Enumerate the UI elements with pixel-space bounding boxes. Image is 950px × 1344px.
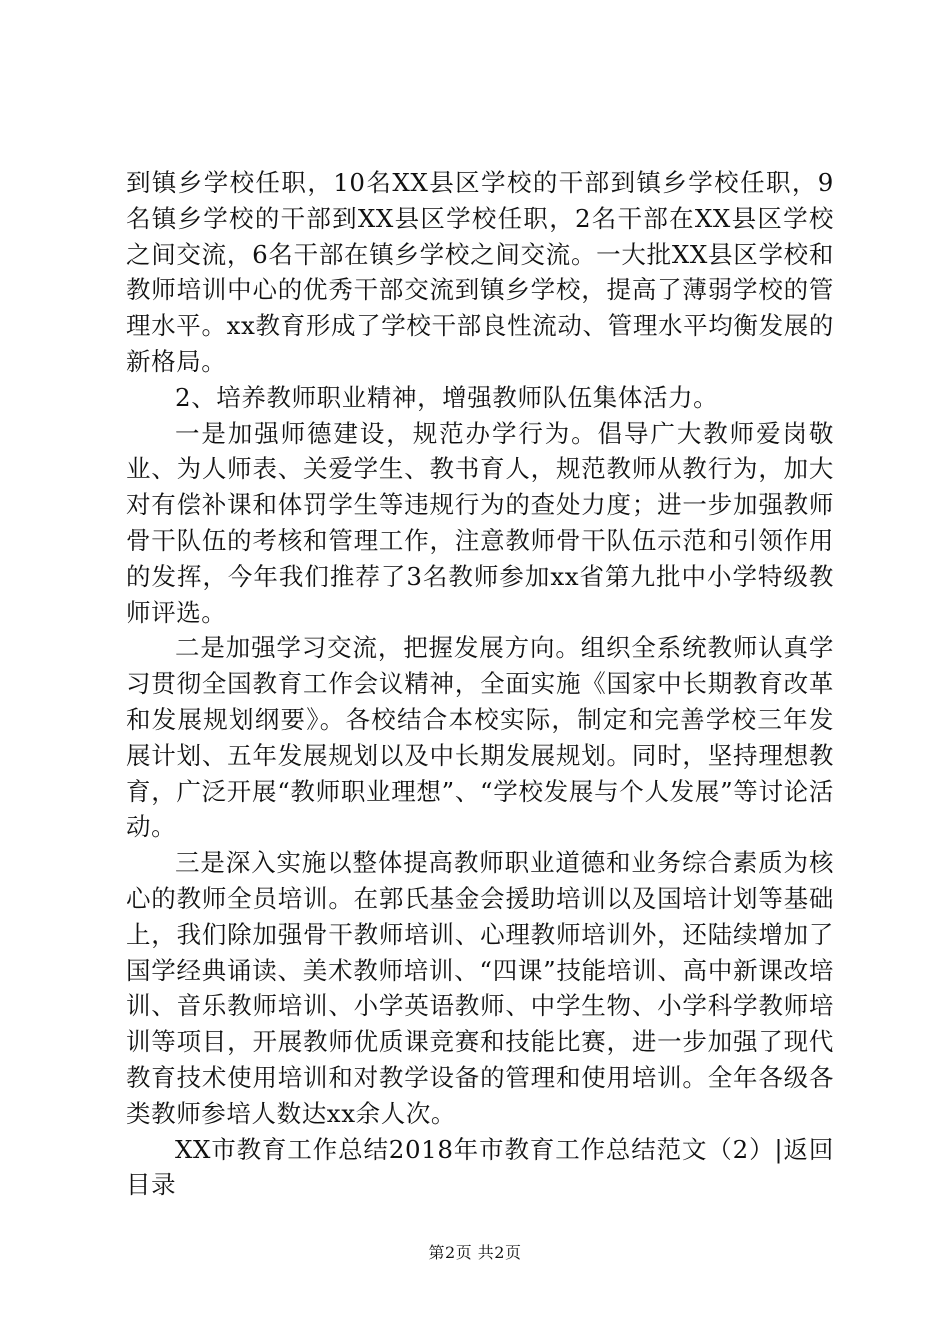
- paragraph-continuation: 到镇乡学校任职，10名XX县区学校的干部到镇乡学校任职，9名镇乡学校的干部到XX县区学校任职，2名干部在XX县区学校之间交流，6名干部在镇乡学校之间交流。一大批XX县区学校和教师培训中心的优秀干部交流到镇乡学校，提高了薄弱学校的管理水平。xx教育形成了学校干部良性流动、管理水平均衡发展的新格局。: [126, 168, 834, 376]
- paragraph-learning-exchange: 二是加强学习交流，把握发展方向。组织全系统教师认真学习贯彻全国教育工作会议精神，全面实施《国家中长期教育改革和发展规划纲要》。各校结合本校实际，制定和完善学校三年发展计划、五年发展规划以及中长期发展规划。同时，坚持理想教育，广泛开展“教师职业理想”、“学校发展与个人发展”等讨论活动。: [126, 633, 834, 842]
- document-body: [126, 165, 834, 1203]
- section-heading-teacher-spirit: 2、培养教师职业精神，增强教师队伍集体活力。: [175, 382, 719, 412]
- page-number-footer: 第2页 共2页: [428, 1243, 522, 1262]
- paragraph-ethics: 一是加强师德建设，规范办学行为。倡导广大教师爱岗敬业、为人师表、关爱学生、教书育人，规范教师从教行为，加大对有偿补课和体罚学生等违规行为的查处力度；进一步加强教师骨干队伍的考核和管理工作，注意教师骨干队伍示范和引领作用的发挥，今年我们推荐了3名教师参加xx省第九批中小学特级教师评选。: [126, 418, 834, 627]
- return-to-contents-link[interactable]: XX市教育工作总结2018年市教育工作总结范文（2）|返回目录: [126, 1134, 834, 1200]
- paragraph-training: 三是深入实施以整体提高教师职业道德和业务综合素质为核心的教师全员培训。在郭氏基金会援助培训以及国培计划等基础上，我们除加强骨干教师培训、心理教师培训外，还陆续增加了国学经典诵读、美术教师培训、“四课”技能培训、高中新课改培训、音乐教师培训、小学英语教师、中学生物、小学科学教师培训等项目，开展教师优质课竞赛和技能比赛，进一步加强了现代教育技术使用培训和对教学设备的管理和使用培训。全年各级各类教师参培人数达xx余人次。: [126, 848, 834, 1128]
